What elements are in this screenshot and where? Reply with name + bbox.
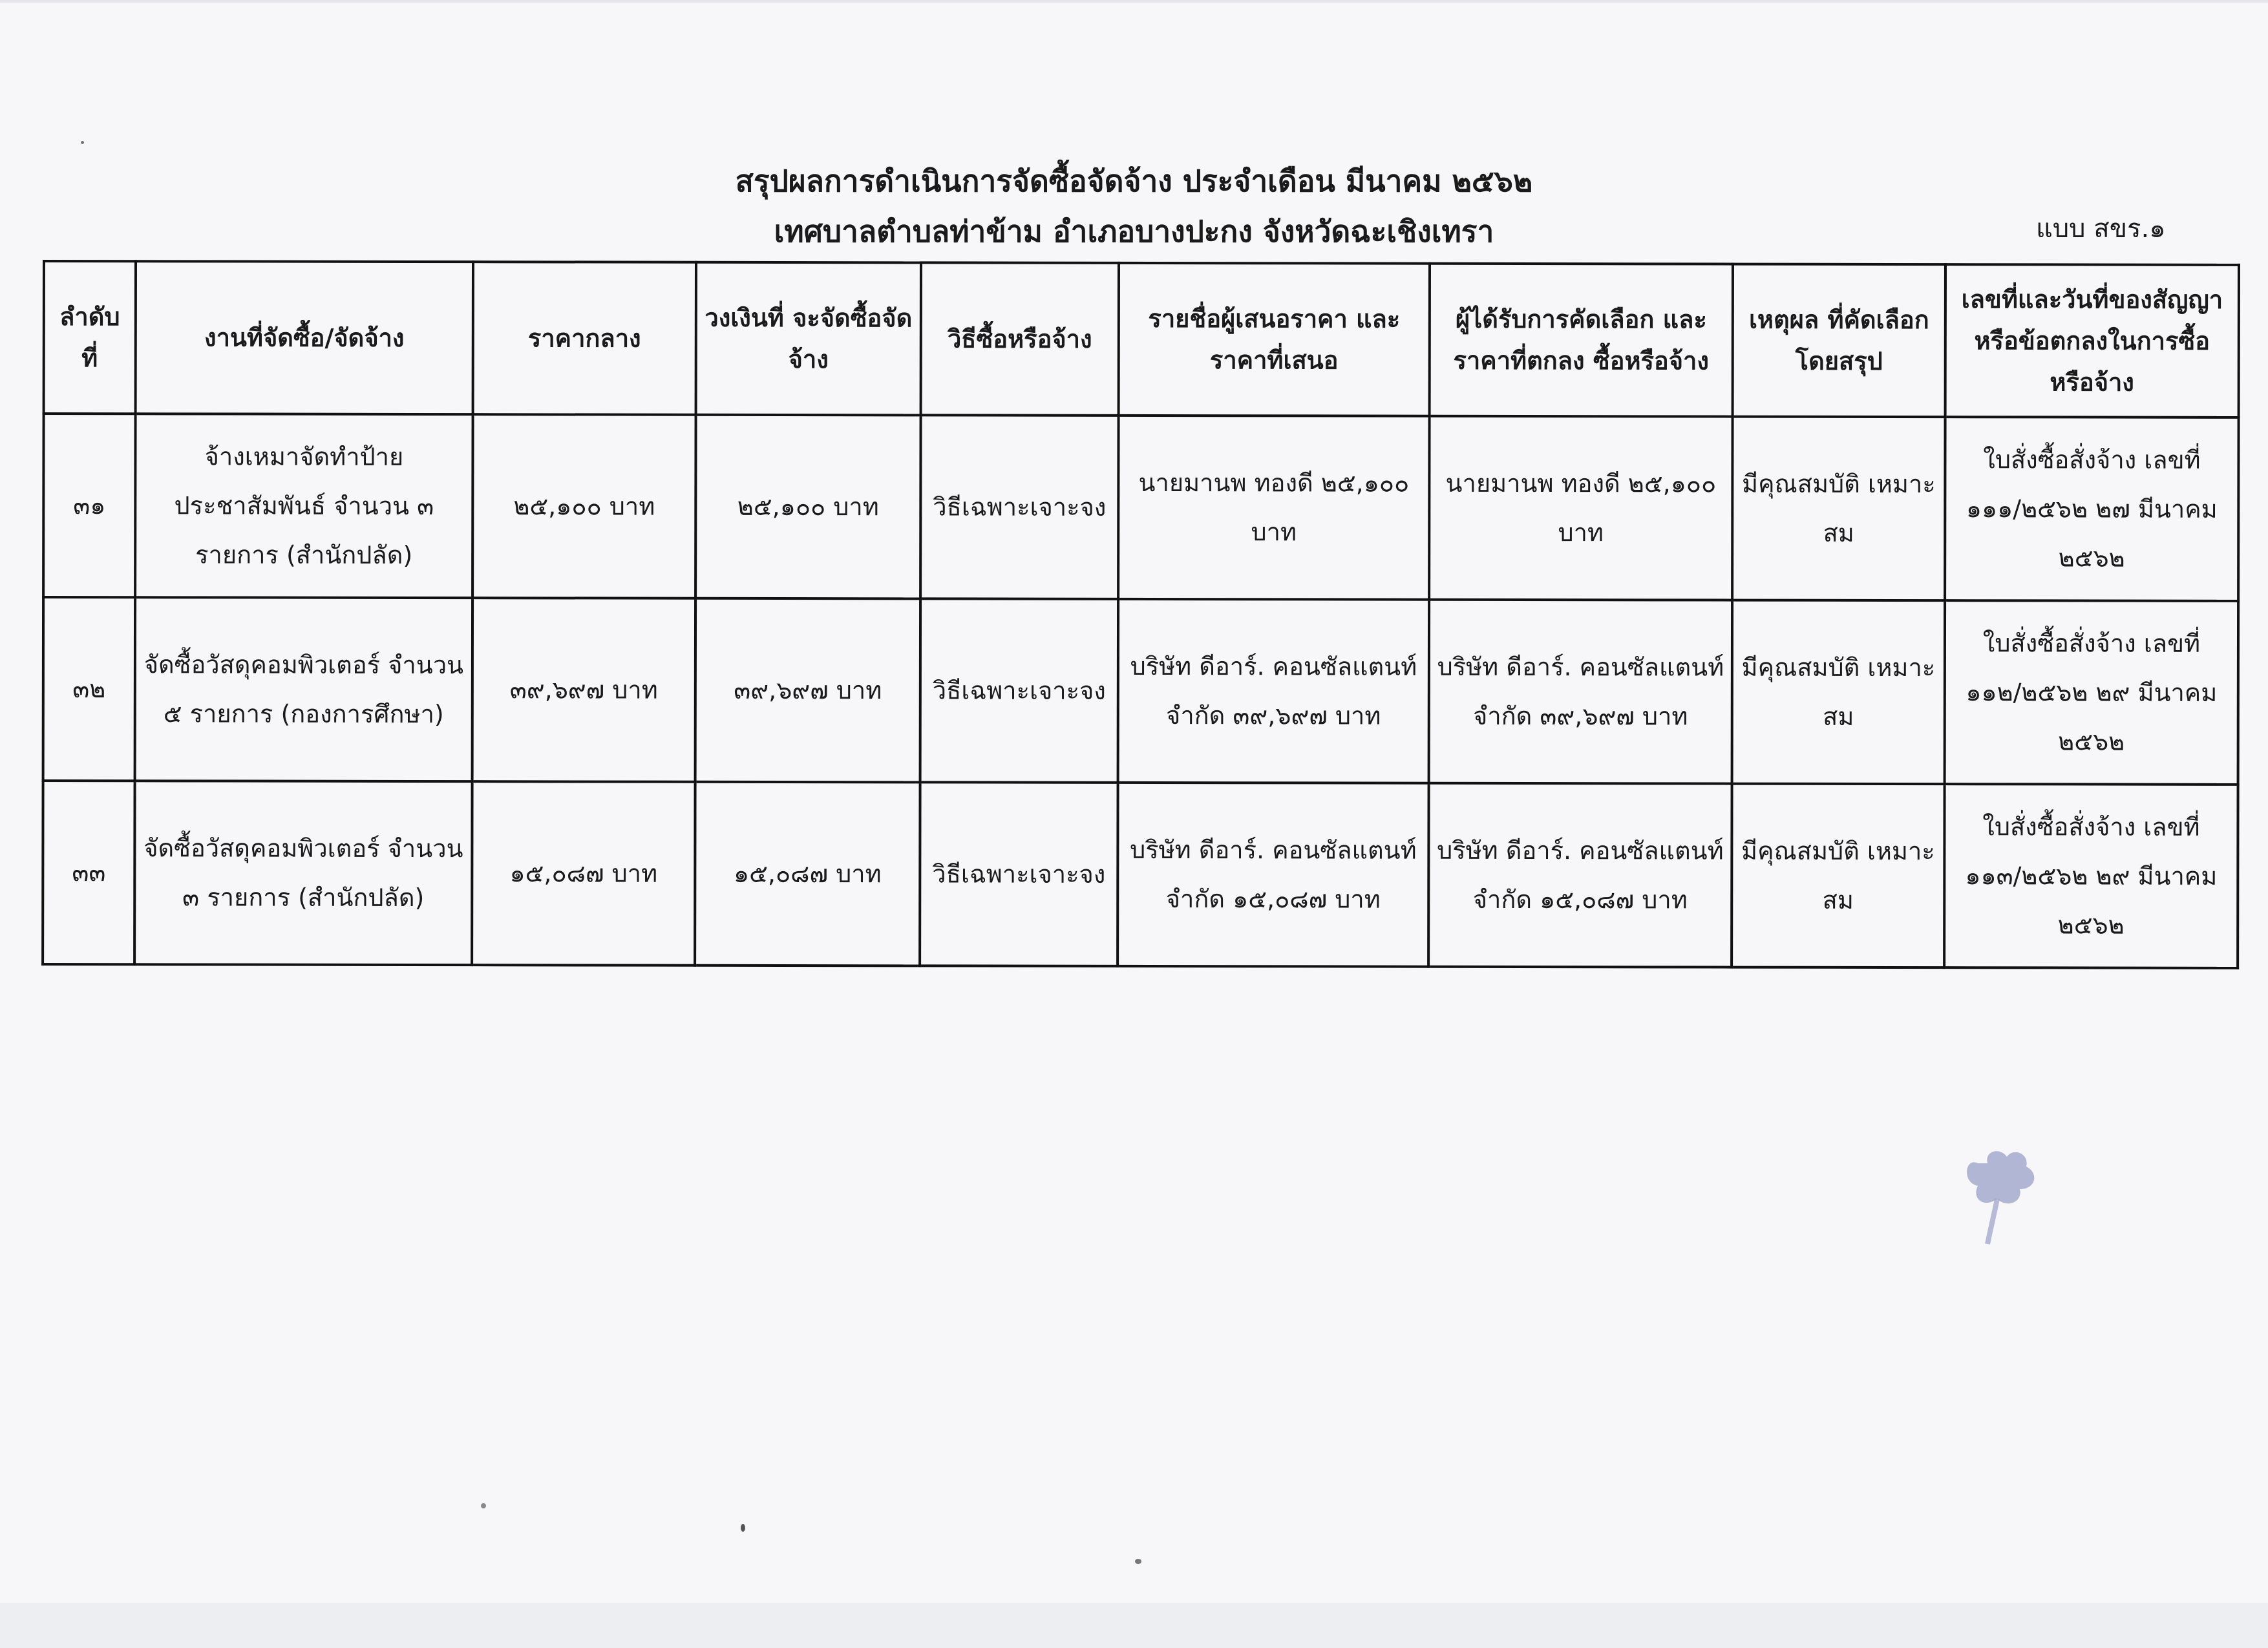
row-item: จัดซื้อวัสดุคอมพิวเตอร์ จำนวน ๓ รายการ (สำนักปลัด) [134, 781, 472, 965]
row-reason: มีคุณสมบัติ เหมาะสม [1732, 417, 1945, 601]
table-row [43, 597, 2238, 785]
row-no: ๓๓ [43, 781, 134, 964]
row-method: วิธีเฉพาะเจาะจง [920, 415, 1118, 599]
paper-speck [741, 1524, 745, 1532]
row-no: ๓๒ [43, 597, 135, 781]
table-header-row [44, 261, 2239, 417]
row-contract: ใบสั่งซื้อสั่งจ้าง เลขที่ ๑๑๑/๒๕๖๒ ๒๗ มีนาคม ๒๕๖๒ [1945, 417, 2238, 601]
document-subtitle: เทศบาลตำบลท่าข้าม อำเภอบางปะกง จังหวัดฉะเชิงเทรา [774, 214, 1494, 249]
row-method: วิธีเฉพาะเจาะจง [920, 598, 1118, 783]
form-code-label: แบบ สขร.๑ [2036, 214, 2166, 244]
row-no: ๓๑ [43, 414, 135, 597]
column-header-no: ลำดับที่ [44, 261, 136, 414]
row-median-price: ๒๕,๑๐๐ บาท [472, 414, 695, 598]
row-selected: บริษัท ดีอาร์. คอนซัลแตนท์ จำกัด ๑๕,๐๘๗ บาท [1428, 783, 1732, 967]
row-reason: มีคุณสมบัติ เหมาะสม [1732, 600, 1945, 785]
row-item: จัดซื้อวัสดุคอมพิวเตอร์ จำนวน ๕ รายการ (กองการศึกษา) [135, 597, 472, 781]
table-row [43, 781, 2238, 968]
row-bidders: บริษัท ดีอาร์. คอนซัลแตนท์ จำกัด ๑๕,๐๘๗ บาท [1118, 783, 1428, 967]
row-selected: บริษัท ดีอาร์. คอนซัลแตนท์ จำกัด ๓๙,๖๙๗ บาท [1429, 600, 1732, 784]
column-header-bidders: รายชื่อผู้เสนอราคา และราคาที่เสนอ [1119, 263, 1430, 416]
row-budget: ๑๕,๐๘๗ บาท [695, 782, 920, 966]
paper-speck [481, 1503, 486, 1508]
column-header-budget: วงเงินที่ จะจัดซื้อจัดจ้าง [696, 262, 921, 416]
document-title: สรุปผลการดำเนินการจัดซื้อจัดจ้าง ประจำเดือน มีนาคม ๒๕๖๒ [735, 164, 1533, 198]
row-median-price: ๓๙,๖๙๗ บาท [472, 598, 695, 782]
row-budget: ๒๕,๑๐๐ บาท [695, 415, 920, 599]
row-median-price: ๑๕,๐๘๗ บาท [472, 781, 695, 966]
ink-smudge [1952, 1137, 2055, 1247]
page-top-edge [0, 0, 2268, 3]
page-bottom-edge [0, 1603, 2268, 1648]
row-reason: มีคุณสมบัติ เหมาะสม [1732, 784, 1944, 968]
row-contract: ใบสั่งซื้อสั่งจ้าง เลขที่ ๑๑๓/๒๕๖๒ ๒๙ มีนาคม ๒๕๖๒ [1944, 784, 2238, 968]
column-header-selected: ผู้ได้รับการคัดเลือก และราคาที่ตกลง ซื้อหรือจ้าง [1430, 264, 1733, 417]
row-bidders: นายมานพ ทองดี ๒๕,๑๐๐ บาท [1118, 416, 1429, 600]
table-row [43, 414, 2238, 601]
row-item: จ้างเหมาจัดทำป้าย ประชาสัมพันธ์ จำนวน ๓ รายการ (สำนักปลัด) [135, 414, 472, 598]
row-contract: ใบสั่งซื้อสั่งจ้าง เลขที่ ๑๑๒/๒๕๖๒ ๒๙ มีนาคม ๒๕๖๒ [1945, 600, 2238, 785]
row-method: วิธีเฉพาะเจาะจง [920, 782, 1118, 966]
column-header-item: งานที่จัดซื้อ/จัดจ้าง [136, 261, 473, 414]
paper-speck [81, 141, 84, 144]
column-header-contract: เลขที่และวันที่ของสัญญา หรือข้อตกลงในการซื้อ หรือจ้าง [1945, 264, 2239, 417]
column-header-reason: เหตุผล ที่คัดเลือกโดยสรุป [1733, 264, 1945, 417]
procurement-summary-table [41, 260, 2240, 969]
column-header-method: วิธีซื้อหรือจ้าง [921, 262, 1119, 416]
row-selected: นายมานพ ทองดี ๒๕,๑๐๐ บาท [1429, 416, 1732, 600]
row-bidders: บริษัท ดีอาร์. คอนซัลแตนท์ จำกัด ๓๙,๖๙๗ บาท [1118, 599, 1429, 783]
paper-speck [1135, 1559, 1141, 1564]
row-budget: ๓๙,๖๙๗ บาท [695, 598, 920, 783]
column-header-median-price: ราคากลาง [473, 262, 696, 415]
